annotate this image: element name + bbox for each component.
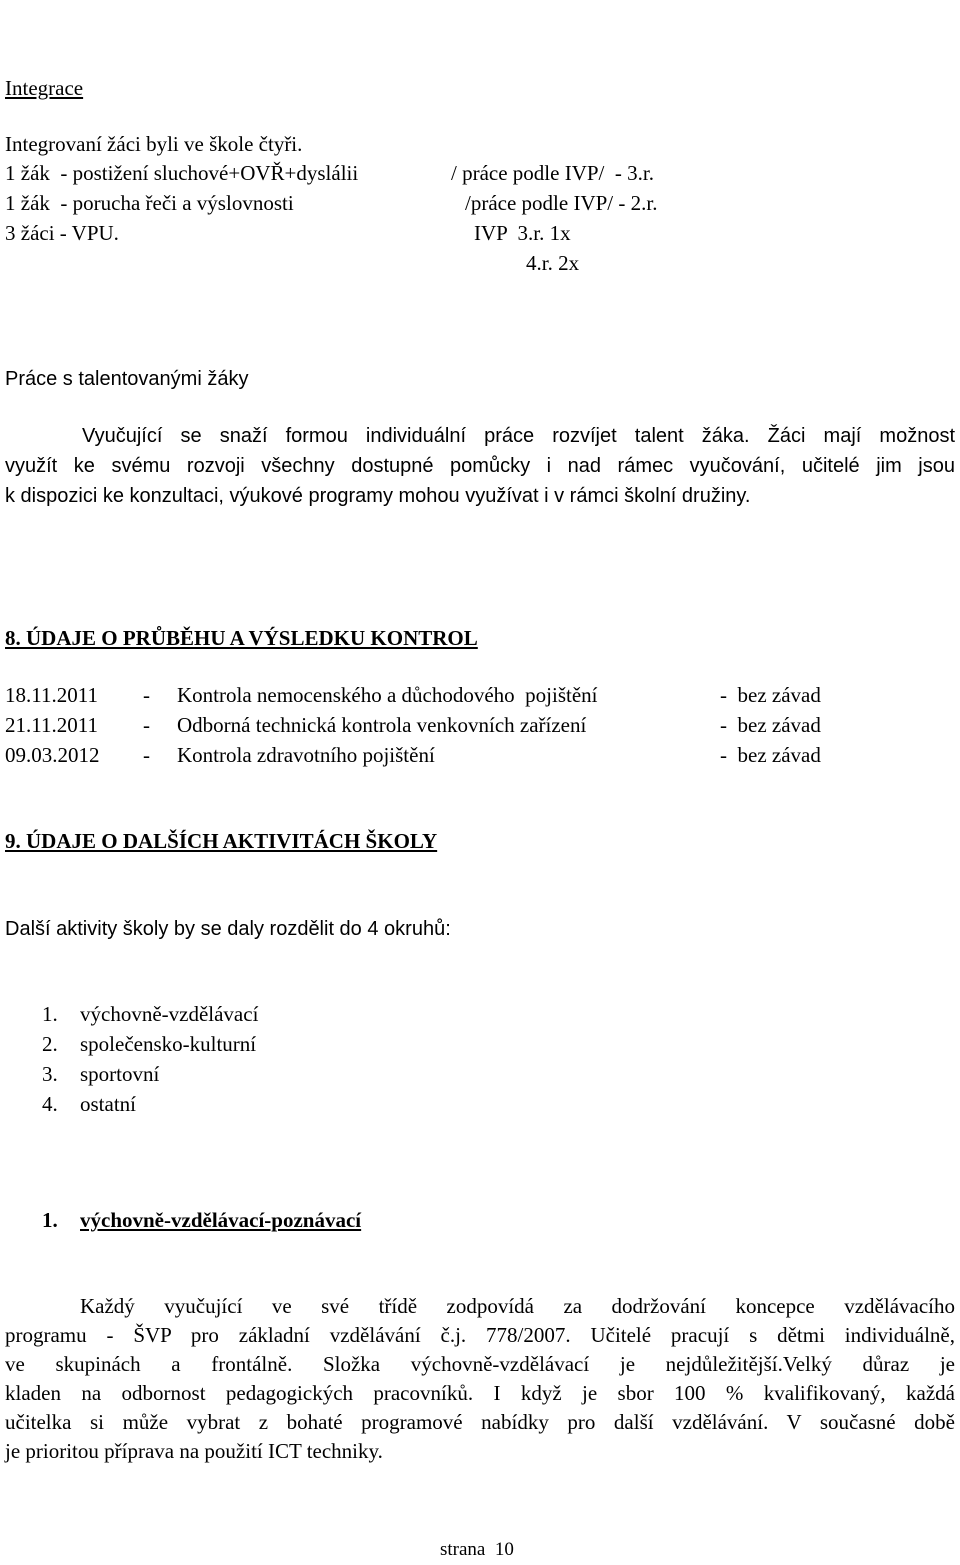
integrace-row-right: / práce podle IVP/ - 3.r. xyxy=(451,161,654,185)
kontrola-text: Kontrola nemocenského a důchodového pojištění xyxy=(177,683,598,707)
subsection-paragraph-line: ve skupinách a frontálně. Složka výchovně-vzdělávací je nejdůležitější.Velký důraz je xyxy=(5,1352,955,1376)
kontrola-dash: - xyxy=(143,683,150,707)
integrace-row-right: IVP 3.r. 1x xyxy=(474,221,571,245)
section9-intro: Další aktivity školy by se daly rozdělit do 4 okruhů: xyxy=(5,918,451,940)
kontrola-text: Odborná technická kontrola venkovních zařízení xyxy=(177,713,587,737)
integrace-row-right: 4.r. 2x xyxy=(526,251,580,275)
list-item: společensko-kulturní xyxy=(80,1032,257,1056)
kontrola-result: - bez závad xyxy=(720,683,821,707)
subsection-paragraph-line: je prioritou příprava na použití ICT techniky. xyxy=(5,1439,383,1463)
section-title-talent: Práce s talentovanými žáky xyxy=(5,368,249,390)
subsection-paragraph-line: programu - ŠVP pro základní vzdělávání č.j. 778/2007. Učitelé pracují s dětmi individuálně, xyxy=(5,1323,955,1347)
section-title-9: 9. ÚDAJE O DALŠÍCH AKTIVITÁCH ŠKOLY xyxy=(5,829,438,853)
integrace-row-left: 3 žáci - VPU. xyxy=(5,221,119,245)
kontrola-result: - bez závad xyxy=(720,713,821,737)
list-item: ostatní xyxy=(80,1092,136,1116)
kontrola-result: - bez závad xyxy=(720,743,821,767)
list-item: výchovně-vzdělávací xyxy=(80,1002,259,1026)
list-item-number: 4. xyxy=(42,1092,58,1116)
list-item-number: 3. xyxy=(42,1062,58,1086)
kontrola-date: 09.03.2012 xyxy=(5,743,100,767)
integrace-intro: Integrovaní žáci byli ve škole čtyři. xyxy=(5,132,303,156)
kontrola-dash: - xyxy=(143,743,150,767)
talent-paragraph-line: využít ke svému rozvoji všechny dostupné pomůcky i nad rámec vyučování, učitelé jim jsou xyxy=(5,455,955,477)
subsection-paragraph-line: kladen na odbornost pedagogických pracovníků. I když je sbor 100 % kvalifikovaný, každá xyxy=(5,1381,955,1405)
page-number: strana 10 xyxy=(440,1539,514,1560)
integrace-row-right: /práce podle IVP/ - 2.r. xyxy=(465,191,658,215)
subsection-title: výchovně-vzdělávací-poznávací xyxy=(80,1208,362,1232)
kontrola-date: 21.11.2011 xyxy=(5,713,98,737)
kontrola-dash: - xyxy=(143,713,150,737)
talent-paragraph-line: k dispozici ke konzultaci, výukové programy mohou využívat i v rámci školní družiny. xyxy=(5,485,751,507)
list-item: sportovní xyxy=(80,1062,160,1086)
talent-paragraph-line: Vyučující se snaží formou individuální práce rozvíjet talent žáka. Žáci mají možnost xyxy=(82,425,955,447)
integrace-row-left: 1 žák - porucha řeči a výslovnosti xyxy=(5,191,294,215)
integrace-row-left: 1 žák - postižení sluchové+OVŘ+dyslálii xyxy=(5,161,359,185)
list-item-number: 1. xyxy=(42,1002,58,1026)
section-title-8: 8. ÚDAJE O PRŮBĚHU A VÝSLEDKU KONTROL xyxy=(5,626,478,650)
kontrola-text: Kontrola zdravotního pojištění xyxy=(177,743,435,767)
section-title-integrace: Integrace xyxy=(5,76,84,100)
list-item-number: 2. xyxy=(42,1032,58,1056)
kontrola-date: 18.11.2011 xyxy=(5,683,98,707)
subsection-number: 1. xyxy=(42,1208,58,1232)
subsection-paragraph-line: Každý vyučující ve své třídě zodpovídá za dodržování koncepce vzdělávacího xyxy=(80,1294,955,1318)
subsection-paragraph-line: učitelka si může vybrat z bohaté programové nabídky pro další vzdělávání. V současné době xyxy=(5,1410,955,1434)
